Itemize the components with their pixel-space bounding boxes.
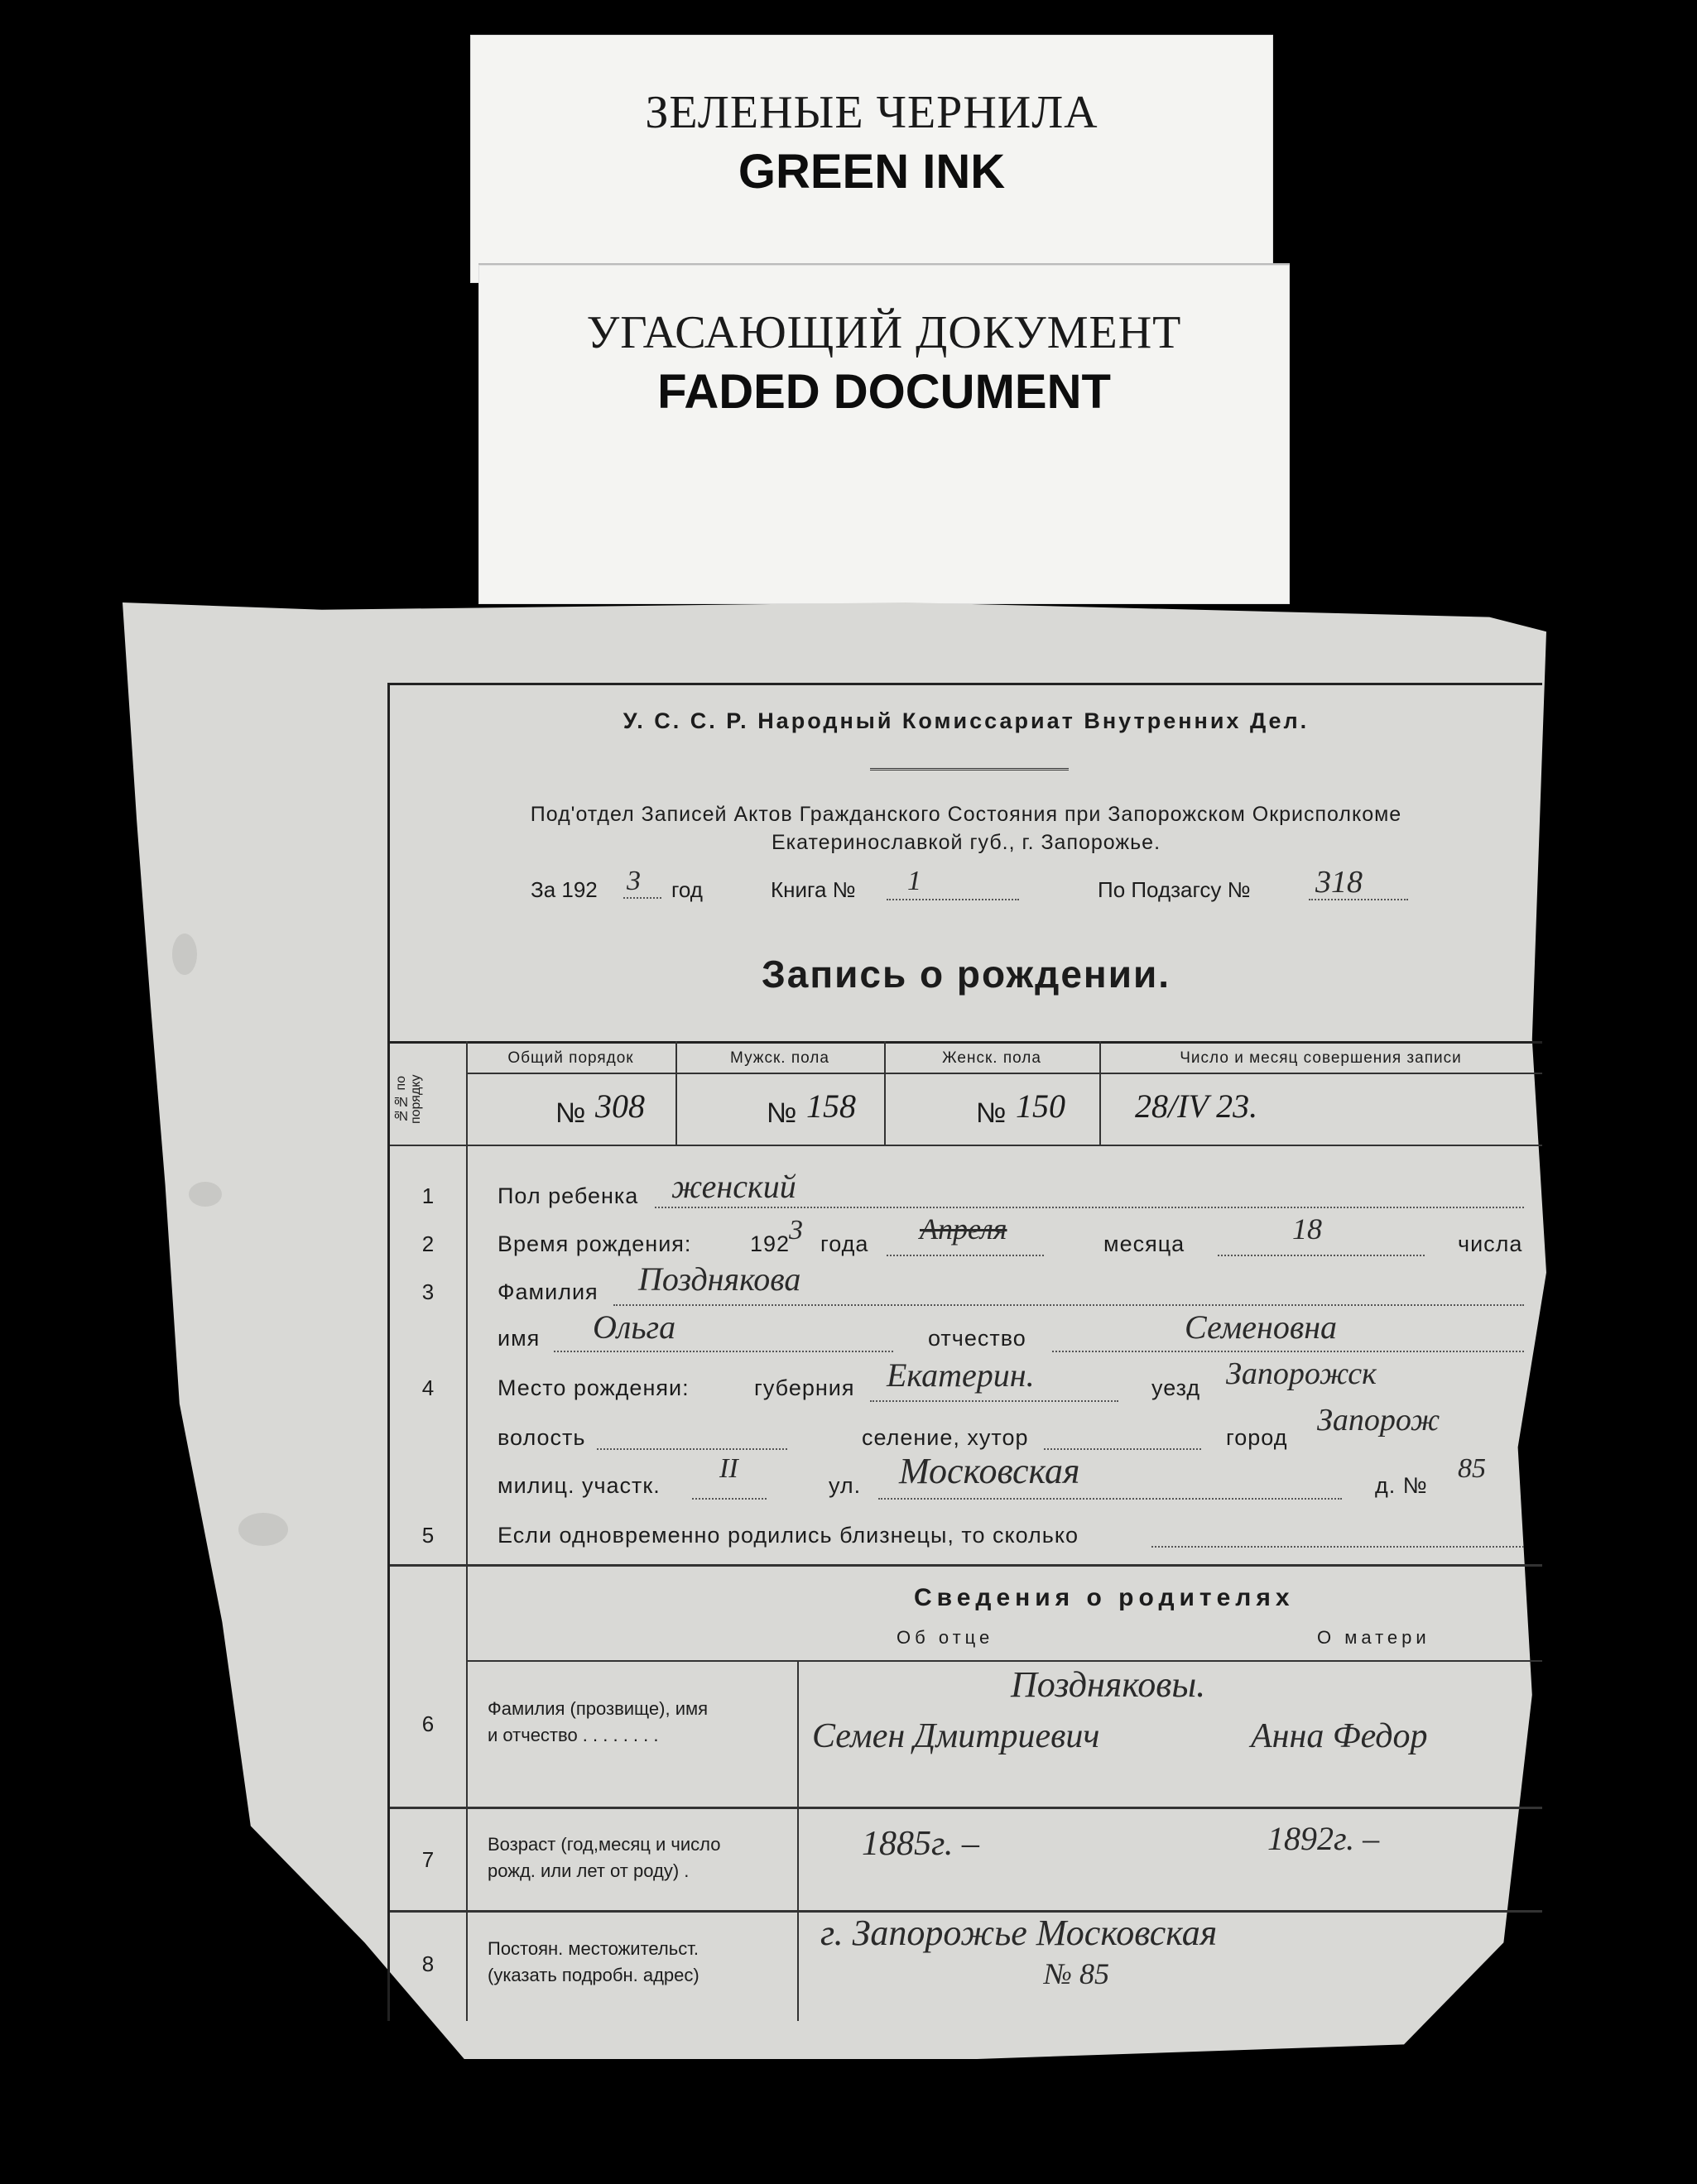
residence-value: г. Запорожье Московская <box>820 1913 1218 1953</box>
birth-year-prefix: 192 <box>750 1231 791 1256</box>
sub-label: По Подзагсу № <box>1098 877 1251 902</box>
dom-label: д. № <box>1375 1473 1428 1498</box>
green-ink-en: GREEN INK <box>738 145 1006 199</box>
parents-surname: Поздняковы. <box>1011 1664 1206 1705</box>
green-ink-ru: ЗЕЛЕНЫЕ ЧЕРНИЛА <box>645 87 1098 138</box>
mother-age: 1892г. – <box>1267 1820 1380 1857</box>
father-header: Об отце <box>897 1627 994 1648</box>
row-num-8: 8 <box>421 1951 435 1976</box>
ul-value: Московская <box>899 1451 1080 1491</box>
birth-year-value: 3 <box>789 1215 803 1246</box>
age-label-2: рожд. или лет от роду) . <box>488 1860 690 1881</box>
no-sign-3: № <box>976 1097 1007 1129</box>
mother-header: О матери <box>1317 1627 1430 1648</box>
milic-value: II <box>719 1453 738 1484</box>
green-ink-card <box>470 35 1273 283</box>
row-num-1: 1 <box>421 1183 435 1208</box>
order-side-label: №№ по порядку <box>394 1074 423 1124</box>
twins-label: Если одновременно родились близнецы, то сколько <box>498 1523 1079 1548</box>
surname-label: Фамилия <box>498 1279 599 1304</box>
row-num-7: 7 <box>421 1847 435 1872</box>
no-sign-1: № <box>555 1097 587 1129</box>
selo-label: селение, хутор <box>862 1425 1029 1450</box>
suborg-line1: Под'отдел Записей Актов Гражданского Состояния при Запорожском Окрисполкоме <box>530 803 1402 826</box>
table-top-border <box>390 1041 1542 1044</box>
suborg-line2: Екатеринославкой губ., г. Запорожье. <box>771 831 1161 854</box>
row-num-6: 6 <box>421 1711 435 1736</box>
sex-value: женский <box>671 1168 796 1205</box>
gorod-label: город <box>1226 1425 1288 1450</box>
ul-label: ул. <box>829 1473 862 1498</box>
col-female: Женск. пола <box>942 1049 1041 1067</box>
birth-day-value: 18 <box>1292 1212 1322 1246</box>
faded-document-ru: УГАСАЮЩИЙ ДОКУМЕНТ <box>586 307 1182 358</box>
year-suffix: год <box>671 877 703 902</box>
birth-month-value: Апреля <box>920 1212 1007 1246</box>
dom-value: 85 <box>1458 1453 1486 1484</box>
fio-label-1: Фамилия (прозвище), имя <box>488 1698 709 1719</box>
faded-document-card <box>478 263 1290 604</box>
residence-value-2: № 85 <box>1044 1957 1109 1990</box>
row-num-5: 5 <box>421 1523 435 1548</box>
gorod-value: Запорож <box>1317 1403 1440 1438</box>
general-order-value: 308 <box>595 1087 645 1125</box>
year-label: За 192 <box>531 877 598 902</box>
record-date-value: 28/IV 23. <box>1135 1087 1258 1125</box>
birthplace-label: Место рожденяи: <box>498 1375 690 1400</box>
sub-value: 318 <box>1315 865 1363 900</box>
col-general-order: Общий порядок <box>507 1049 634 1067</box>
birth-day-label: числа <box>1458 1231 1523 1256</box>
age-label-1: Возраст (год,месяц и число <box>488 1834 721 1855</box>
parents-title: Сведения о родителях <box>914 1584 1295 1611</box>
mother-name: Анна Федор <box>1251 1717 1428 1755</box>
sex-label: Пол ребенка <box>498 1183 639 1208</box>
gub-label: губерния <box>754 1375 855 1400</box>
fio-label-2: и отчество . . . . . . . . <box>488 1725 659 1745</box>
birth-record-form <box>387 683 1542 2021</box>
patronymic-label: отчество <box>928 1326 1026 1351</box>
residence-label-1: Постоян. местожительст. <box>488 1938 699 1959</box>
row-num-4: 4 <box>421 1375 435 1400</box>
father-name: Семен Дмитриевич <box>812 1717 1100 1755</box>
org-header: У. С. С. Р. Народный Комиссариат Внутренних Дел. <box>623 708 1310 733</box>
father-age: 1885г. – <box>862 1825 979 1863</box>
year-value: 3 <box>627 866 641 896</box>
milic-label: милиц. участк. <box>498 1473 661 1498</box>
no-sign-2: № <box>767 1097 798 1129</box>
gub-value: Екатерин. <box>887 1356 1035 1394</box>
uezd-label: уезд <box>1151 1375 1201 1400</box>
birth-month-label: месяца <box>1103 1231 1185 1256</box>
col-record-date: Число и месяц совершения записи <box>1180 1049 1462 1067</box>
row-num-2: 2 <box>421 1231 435 1256</box>
col-male: Мужск. пола <box>730 1049 829 1067</box>
birth-year-label: года <box>820 1231 869 1256</box>
surname-value: Позднякова <box>638 1260 801 1298</box>
name-label: имя <box>498 1326 541 1351</box>
residence-label-2: (указать подробн. адрес) <box>488 1965 699 1985</box>
volost-label: волость <box>498 1425 586 1450</box>
header-separator <box>870 768 1069 774</box>
name-value: Ольга <box>593 1308 676 1346</box>
uezd-value: Запорожск <box>1226 1356 1377 1391</box>
book-value: 1 <box>907 866 921 896</box>
book-label: Книга № <box>771 877 856 902</box>
faded-document-en: FADED DOCUMENT <box>657 365 1111 419</box>
row-num-3: 3 <box>421 1279 435 1304</box>
birth-time-label: Время рождения: <box>498 1231 692 1256</box>
record-title: Запись о рождении. <box>761 953 1171 996</box>
patronymic-value: Семеновна <box>1185 1308 1338 1346</box>
male-value: 158 <box>806 1087 856 1125</box>
female-value: 150 <box>1016 1087 1065 1125</box>
